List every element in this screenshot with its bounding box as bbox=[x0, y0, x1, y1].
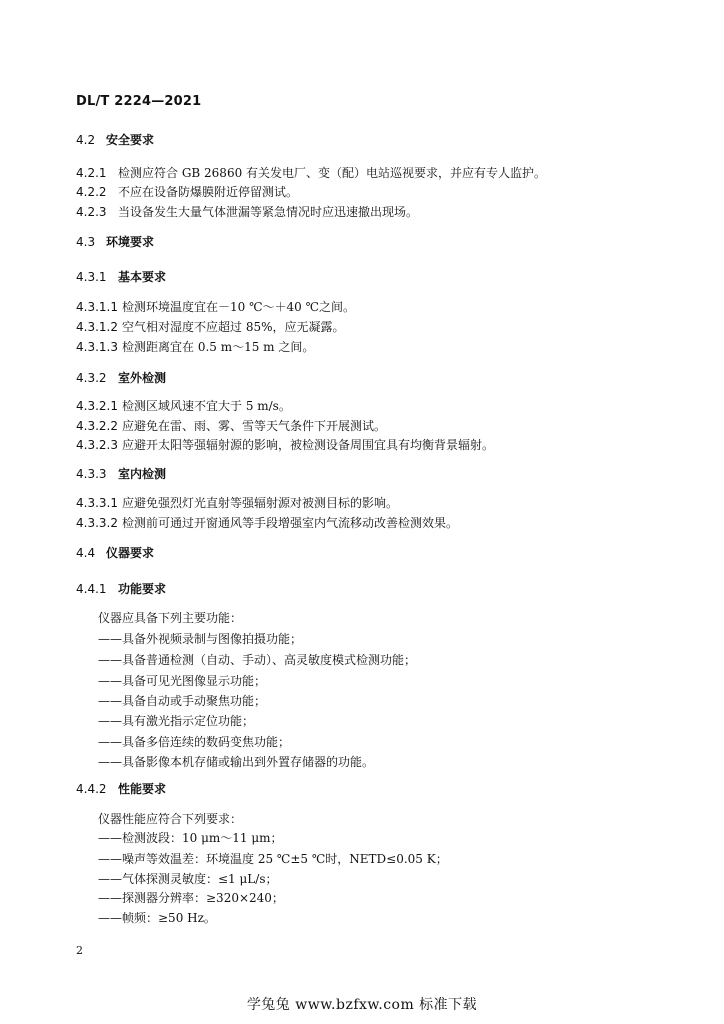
heading-number: 4.2 bbox=[76, 133, 96, 147]
clause-4-3-2-2 bbox=[76, 417, 386, 434]
heading-title: 性能要求 bbox=[118, 782, 167, 796]
clause-4-2-2 bbox=[76, 183, 298, 200]
heading-4-3-2 bbox=[76, 369, 166, 386]
clause-4-3-1-2 bbox=[76, 318, 345, 335]
clause-text: 空气相对湿度不应超过 85%，应无凝露。 bbox=[122, 320, 345, 334]
heading-4-4-1 bbox=[76, 580, 166, 597]
performance-intro: 仪器性能应符合下列要求： bbox=[98, 812, 243, 826]
heading-title: 环境要求 bbox=[106, 235, 155, 249]
heading-4-3-1 bbox=[76, 268, 166, 285]
clause-number: 4.3.3.2 bbox=[76, 516, 118, 530]
heading-4-3-3 bbox=[76, 465, 166, 482]
clause-text: 应避免强烈灯光直射等强辐射源对被测目标的影响。 bbox=[122, 496, 399, 510]
heading-number: 4.3 bbox=[76, 235, 96, 249]
clause-number: 4.2.2 bbox=[76, 185, 107, 199]
heading-title: 仪器要求 bbox=[106, 546, 155, 560]
clause-number: 4.3.3.1 bbox=[76, 496, 118, 510]
heading-title: 功能要求 bbox=[118, 582, 167, 596]
heading-4-4 bbox=[76, 544, 154, 561]
clause-text: 不应在设备防爆膜附近停留测试。 bbox=[118, 185, 299, 199]
clause-number: 4.2.3 bbox=[76, 205, 107, 219]
clause-4-3-1-1 bbox=[76, 298, 355, 315]
clause-number: 4.3.1.3 bbox=[76, 340, 118, 354]
function-intro: 仪器应具备下列主要功能： bbox=[98, 611, 243, 625]
download-footer: 学兔兔 www.bzfxw.com 标准下载 bbox=[246, 997, 478, 1013]
performance-item: ——帧频：≥50 Hz。 bbox=[98, 911, 216, 925]
performance-item: ——探测器分辨率：≥320×240； bbox=[98, 891, 284, 905]
clause-text: 检测区域风速不宜大于 5 m/s。 bbox=[122, 399, 291, 413]
clause-text: 检测前可通过开窗通风等手段增强室内气流移动改善检测效果。 bbox=[122, 516, 459, 530]
clause-number: 4.2.1 bbox=[76, 166, 107, 180]
heading-title: 室内检测 bbox=[118, 467, 167, 481]
clause-4-2-3 bbox=[76, 203, 418, 220]
clause-text: 当设备发生大量气体泄漏等紧急情况时应迅速撤出现场。 bbox=[118, 205, 419, 219]
clause-4-3-3-2 bbox=[76, 514, 458, 531]
clause-4-3-2-3 bbox=[76, 436, 494, 453]
clause-4-3-3-1 bbox=[76, 494, 398, 511]
clause-text: 应避开太阳等强辐射源的影响，被检测设备周围宜具有均衡背景辐射。 bbox=[122, 438, 495, 452]
function-item: ——具有激光指示定位功能； bbox=[98, 714, 255, 728]
heading-4-2 bbox=[76, 131, 154, 148]
heading-number: 4.4.2 bbox=[76, 782, 107, 796]
heading-number: 4.4 bbox=[76, 546, 96, 560]
heading-title: 安全要求 bbox=[106, 133, 155, 147]
heading-number: 4.3.3 bbox=[76, 467, 107, 481]
function-item: ——具备外视频录制与图像拍摄功能； bbox=[98, 632, 303, 646]
heading-4-3 bbox=[76, 233, 154, 250]
clause-text: 检测环境温度宜在－10 ℃～＋40 ℃之间。 bbox=[122, 300, 356, 314]
clause-4-2-1 bbox=[76, 164, 546, 181]
clause-number: 4.3.1.2 bbox=[76, 320, 118, 334]
heading-4-4-2 bbox=[76, 780, 166, 797]
performance-item: ——噪声等效温差：环境温度 25 ℃±5 ℃时，NETD≤0.05 K； bbox=[98, 852, 448, 866]
function-item: ——具备影像本机存储或输出到外置存储器的功能。 bbox=[98, 755, 375, 769]
function-item: ——具备可见光图像显示功能； bbox=[98, 674, 267, 688]
clause-4-3-1-3 bbox=[76, 338, 314, 355]
clause-number: 4.3.2.1 bbox=[76, 399, 118, 413]
function-item: ——具备自动或手动聚焦功能； bbox=[98, 694, 267, 708]
heading-number: 4.3.2 bbox=[76, 371, 107, 385]
standard-code-header: DL/T 2224—2021 bbox=[76, 94, 202, 109]
function-item: ——具备普通检测（自动、手动）、高灵敏度模式检测功能； bbox=[98, 653, 417, 667]
function-item: ——具备多倍连续的数码变焦功能； bbox=[98, 735, 291, 749]
heading-number: 4.4.1 bbox=[76, 582, 107, 596]
clause-number: 4.3.2.3 bbox=[76, 438, 118, 452]
clause-text: 应避免在雷、雨、雾、雪等天气条件下开展测试。 bbox=[122, 419, 387, 433]
clause-text: 检测距离宜在 0.5 m～15 m 之间。 bbox=[122, 340, 315, 354]
heading-title: 基本要求 bbox=[118, 270, 167, 284]
performance-item: ——气体探测灵敏度：≤1 μL/s； bbox=[98, 872, 278, 886]
performance-item: ——检测波段：10 μm～11 μm； bbox=[98, 831, 283, 845]
page-number: 2 bbox=[76, 944, 83, 957]
heading-number: 4.3.1 bbox=[76, 270, 107, 284]
clause-text: 检测应符合 GB 26860 有关发电厂、变（配）电站巡视要求，并应有专人监护。 bbox=[118, 166, 547, 180]
heading-title: 室外检测 bbox=[118, 371, 167, 385]
clause-number: 4.3.2.2 bbox=[76, 419, 118, 433]
clause-number: 4.3.1.1 bbox=[76, 300, 118, 314]
clause-4-3-2-1 bbox=[76, 397, 291, 414]
